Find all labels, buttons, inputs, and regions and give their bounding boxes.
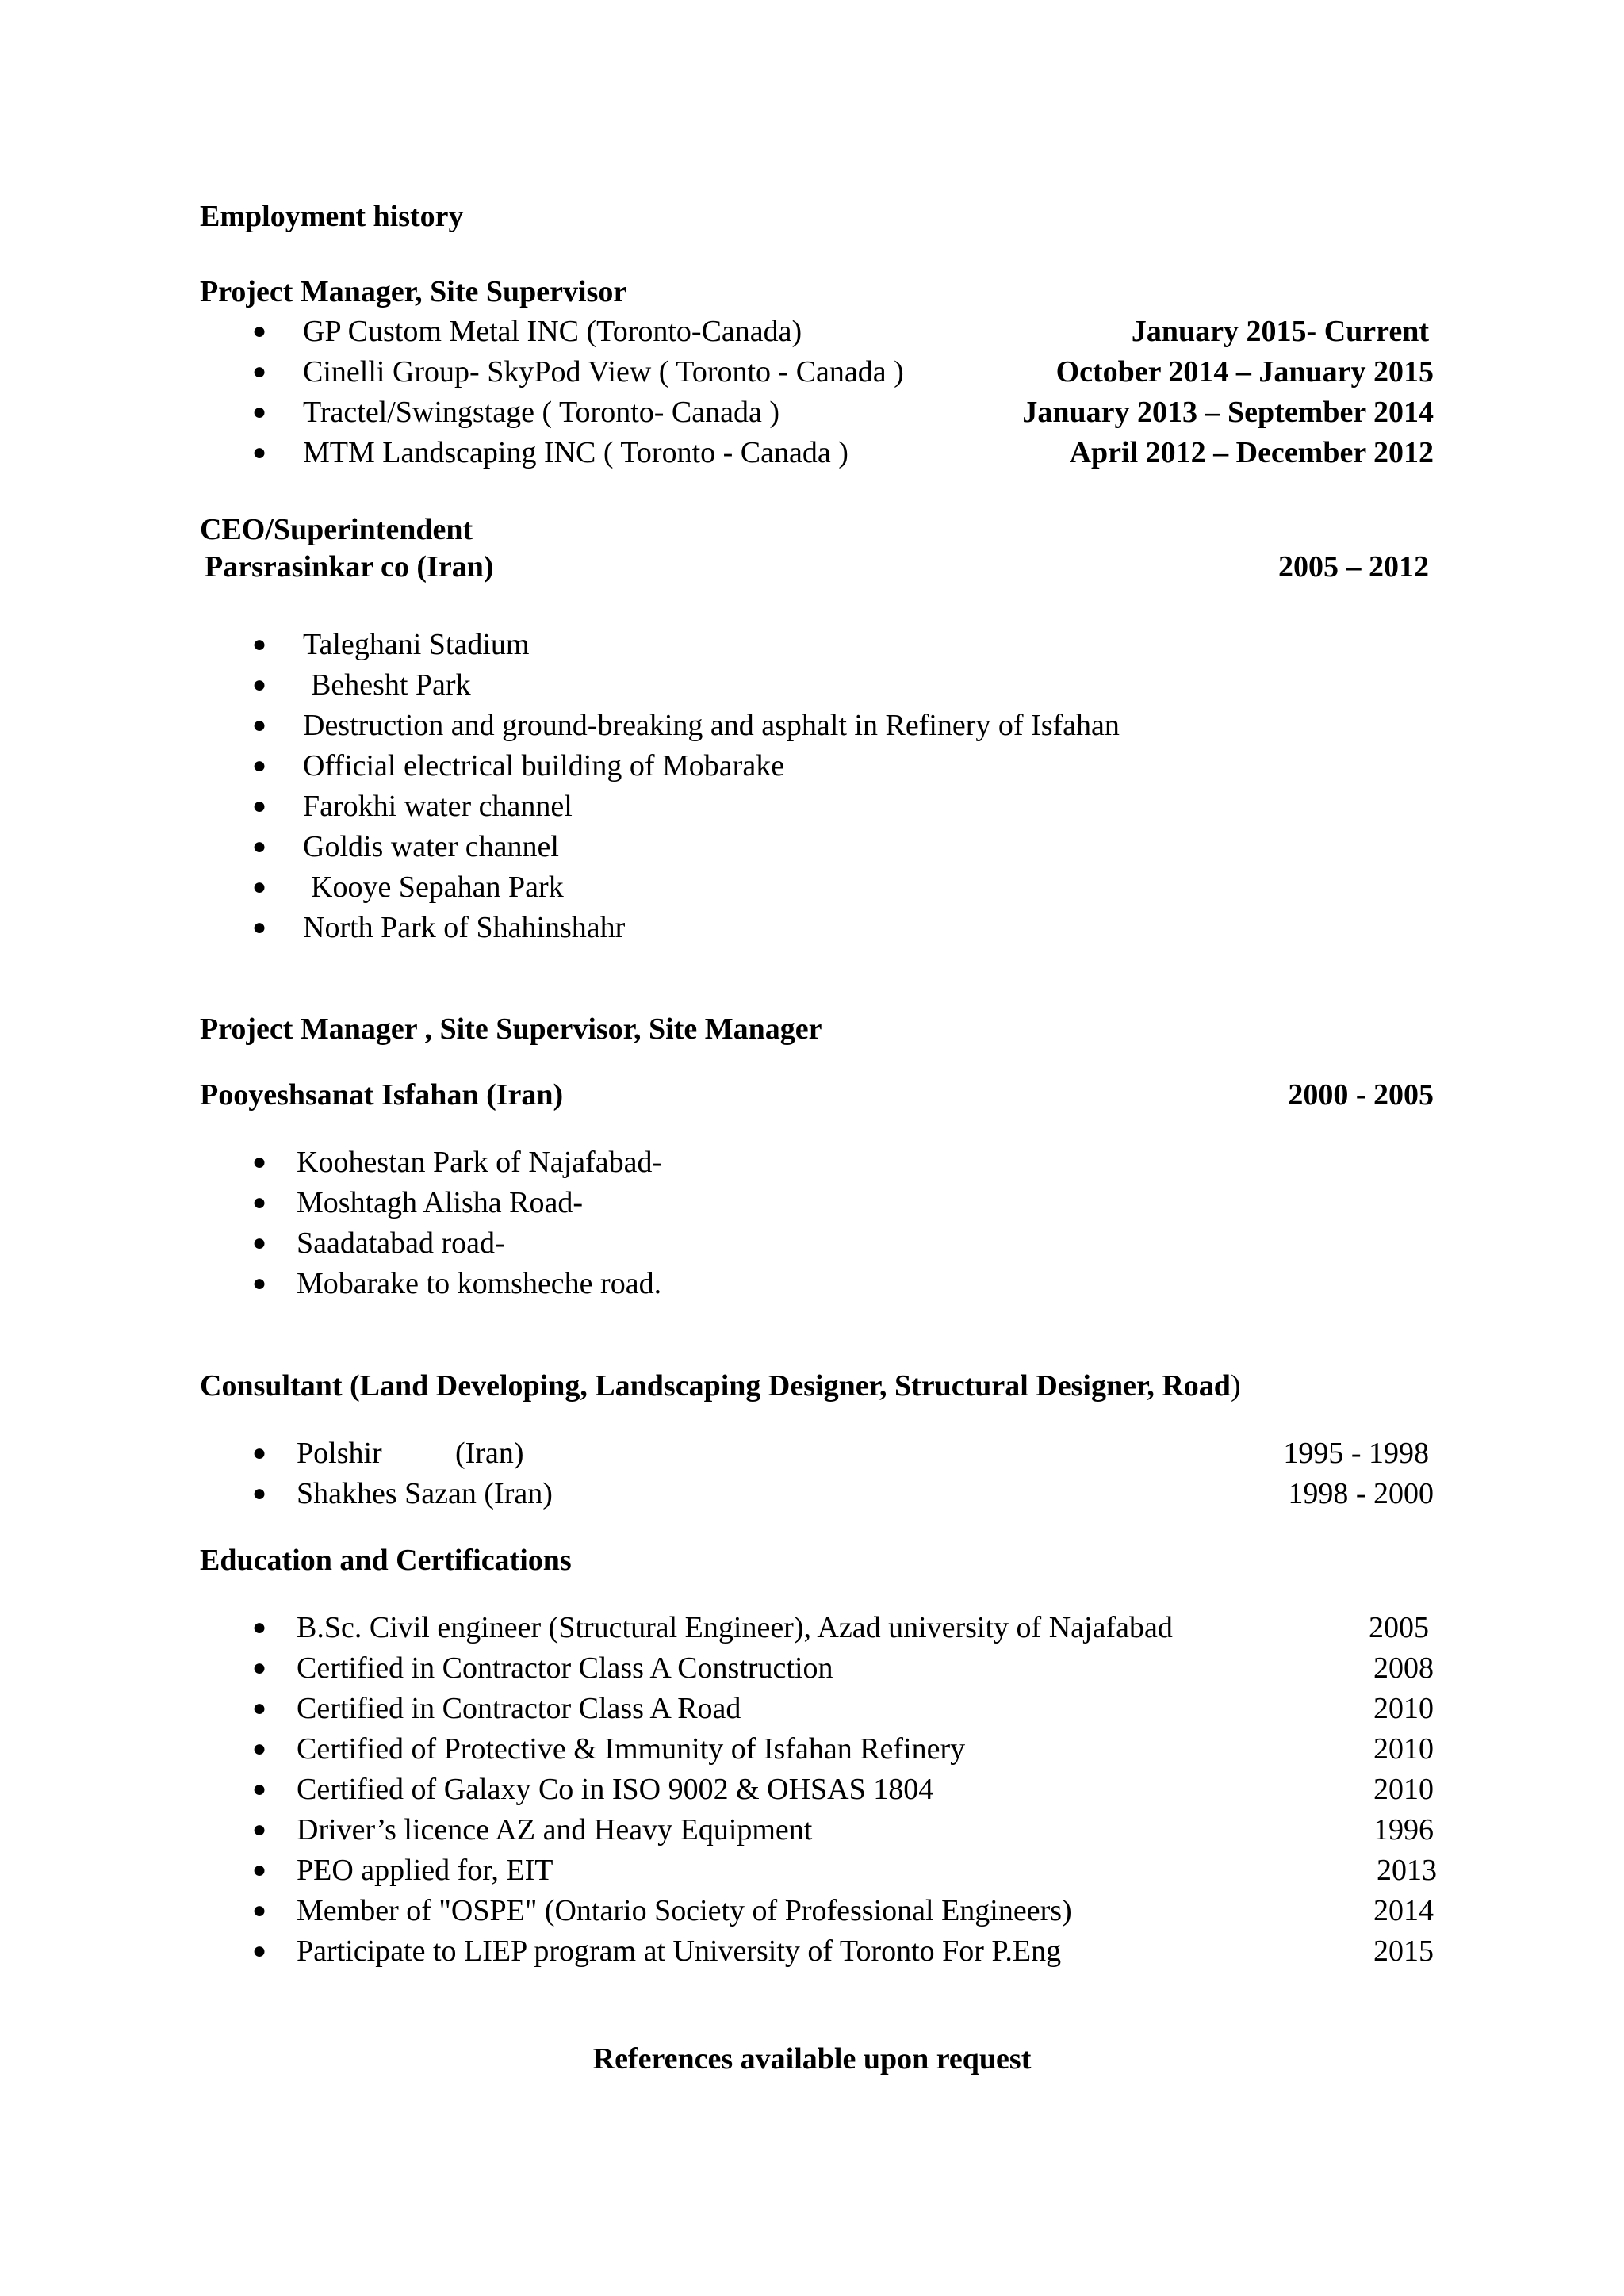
list-item-date: 1995 - 1998	[1283, 1437, 1429, 1470]
list-item	[0, 1264, 1624, 1303]
list-item-date: 1998 - 2000	[1288, 1477, 1434, 1510]
list-item-year: 2010	[1373, 1773, 1434, 1806]
list-item-text: Certified in Contractor Class A Construction	[297, 1651, 833, 1685]
list-item	[0, 625, 1624, 664]
list-item-text: Tractel/Swingstage ( Toronto- Canada )	[303, 396, 780, 429]
section3-date: 2000 - 2005	[1288, 1078, 1434, 1112]
list-item-text: Koohestan Park of Najafabad-	[297, 1146, 663, 1179]
list-item-text: Member of "OSPE" (Ontario Society of Professional Engineers)	[297, 1894, 1072, 1927]
list-item	[0, 706, 1624, 745]
bullet-icon: ●	[252, 1270, 267, 1296]
employment-history-row	[0, 197, 1624, 236]
bullet-icon: ●	[252, 1776, 267, 1802]
bullet-icon: ●	[252, 672, 267, 698]
bullet-icon: ●	[252, 1189, 267, 1215]
list-item-text: Moshtagh Alisha Road-	[297, 1186, 583, 1219]
section2-date: 2005 – 2012	[1278, 550, 1429, 584]
section4-title	[200, 1366, 1241, 1406]
bullet-icon: ●	[252, 318, 267, 344]
references-note: References available upon request	[592, 2042, 1032, 2076]
list-item	[0, 1689, 1624, 1728]
section3-company-row	[0, 1075, 1624, 1115]
bullet-icon: ●	[252, 1440, 267, 1466]
list-item-date: January 2015- Current	[1131, 315, 1429, 348]
list-item-text: GP Custom Metal INC (Toronto-Canada)	[303, 315, 802, 348]
list-item	[0, 1810, 1624, 1850]
list-item-year: 2010	[1373, 1692, 1434, 1725]
list-item	[0, 392, 1624, 432]
bullet-icon: ●	[252, 1149, 267, 1175]
list-item-year: 2015	[1373, 1934, 1434, 1968]
list-item-text: Certified of Galaxy Co in ISO 9002 & OHSAS 1804	[297, 1773, 934, 1806]
employment-history-heading: Employment history	[200, 200, 464, 233]
bullet-icon: ●	[252, 1480, 267, 1506]
list-item-year: 2010	[1373, 1732, 1434, 1766]
section4-title-close: )	[1230, 1369, 1241, 1402]
list-item-text: Saadatabad road-	[297, 1226, 505, 1260]
bullet-icon: ●	[252, 1938, 267, 1964]
list-item-date: October 2014 – January 2015	[1055, 355, 1434, 388]
bullet-icon: ●	[252, 793, 267, 819]
list-item	[0, 1142, 1624, 1182]
references-row	[0, 2039, 1624, 2079]
list-item-text: Destruction and ground-breaking and asphalt in Refinery of Isfahan	[303, 709, 1120, 742]
bullet-icon: ●	[252, 1816, 267, 1843]
list-item	[0, 867, 1624, 907]
bullet-icon: ●	[252, 399, 267, 425]
section1-title: Project Manager, Site Supervisor	[200, 275, 627, 308]
bullet-icon: ●	[252, 439, 267, 465]
bullet-icon: ●	[252, 1695, 267, 1721]
list-item	[0, 1648, 1624, 1688]
bullet-icon: ●	[252, 1857, 267, 1883]
list-item	[0, 1433, 1624, 1473]
list-item	[0, 312, 1624, 351]
list-item-year: 2005	[1369, 1611, 1429, 1644]
list-item	[0, 352, 1624, 392]
section2-title-row	[0, 510, 1624, 549]
bullet-icon: ●	[252, 874, 267, 900]
list-item-text: Farokhi water channel	[303, 790, 573, 823]
list-item-year: 2013	[1377, 1854, 1437, 1887]
education-title-row	[0, 1540, 1624, 1580]
list-item-text: B.Sc. Civil engineer (Structural Engineer), Azad university of Najafabad	[297, 1611, 1173, 1644]
bullet-icon: ●	[252, 1230, 267, 1256]
bullet-icon: ●	[252, 1655, 267, 1681]
section2-title: CEO/Superintendent	[200, 513, 473, 546]
list-item	[0, 1850, 1624, 1890]
list-item	[0, 1474, 1624, 1513]
section3-company: Pooyeshsanat Isfahan (Iran)	[200, 1078, 564, 1112]
bullet-icon: ●	[252, 833, 267, 859]
list-item	[0, 746, 1624, 786]
bullet-icon: ●	[252, 1614, 267, 1640]
consultant-name: Polshir	[297, 1437, 382, 1470]
list-item-text: North Park of Shahinshahr	[303, 911, 626, 944]
list-item	[0, 1770, 1624, 1809]
bullet-icon: ●	[252, 358, 267, 385]
list-item	[0, 1931, 1624, 1971]
bullet-icon: ●	[252, 631, 267, 657]
list-item-text: PEO applied for, EIT	[297, 1854, 553, 1887]
section3-title: Project Manager , Site Supervisor, Site Manager	[200, 1012, 822, 1046]
list-item-year: 2014	[1373, 1894, 1434, 1927]
section4-title-row	[0, 1366, 1624, 1406]
list-item-text: Driver’s licence AZ and Heavy Equipment	[297, 1813, 813, 1846]
list-item-text: Behesht Park	[311, 668, 471, 702]
list-item	[0, 1223, 1624, 1263]
section2-company: Parsrasinkar co (Iran)	[205, 550, 494, 584]
section3-title-row	[0, 1009, 1624, 1049]
list-item-date: April 2012 – December 2012	[1069, 436, 1434, 469]
list-item-text: Kooye Sepahan Park	[311, 871, 564, 904]
consultant-name: Shakhes Sazan (Iran)	[297, 1477, 553, 1510]
list-item-text: Certified in Contractor Class A Road	[297, 1692, 741, 1725]
list-item	[0, 1729, 1624, 1769]
bullet-icon: ●	[252, 1897, 267, 1923]
list-item	[0, 786, 1624, 826]
list-item-year: 1996	[1373, 1813, 1434, 1846]
list-item	[0, 908, 1624, 947]
bullet-icon: ●	[252, 752, 267, 779]
section2-company-row	[0, 547, 1624, 587]
list-item-text: Official electrical building of Mobarake	[303, 749, 785, 783]
list-item-text: Taleghani Stadium	[303, 628, 530, 661]
list-item-text: Certified of Protective & Immunity of Isfahan Refinery	[297, 1732, 966, 1766]
list-item	[0, 433, 1624, 473]
list-item	[0, 827, 1624, 867]
list-item-text: MTM Landscaping INC ( Toronto - Canada )	[303, 436, 848, 469]
section1-title-row	[0, 272, 1624, 312]
list-item-text: Participate to LIEP program at University of Toronto For P.Eng	[297, 1934, 1062, 1968]
education-title: Education and Certifications	[200, 1544, 572, 1577]
section4-title-text: Consultant (Land Developing, Landscaping Designer, Structural Designer, Road	[200, 1369, 1231, 1402]
list-item	[0, 1183, 1624, 1223]
consultant-location: (Iran)	[455, 1437, 524, 1470]
list-item-date: January 2013 – September 2014	[1022, 396, 1434, 429]
list-item-text: Goldis water channel	[303, 830, 559, 863]
bullet-icon: ●	[252, 914, 267, 940]
list-item-text: Mobarake to komsheche road.	[297, 1267, 662, 1300]
bullet-icon: ●	[252, 1735, 267, 1762]
list-item-year: 2008	[1373, 1651, 1434, 1685]
list-item	[0, 1891, 1624, 1931]
list-item	[0, 665, 1624, 705]
list-item-text: Cinelli Group- SkyPod View ( Toronto - Canada )	[303, 355, 904, 388]
bullet-icon: ●	[252, 712, 267, 738]
list-item	[0, 1608, 1624, 1647]
